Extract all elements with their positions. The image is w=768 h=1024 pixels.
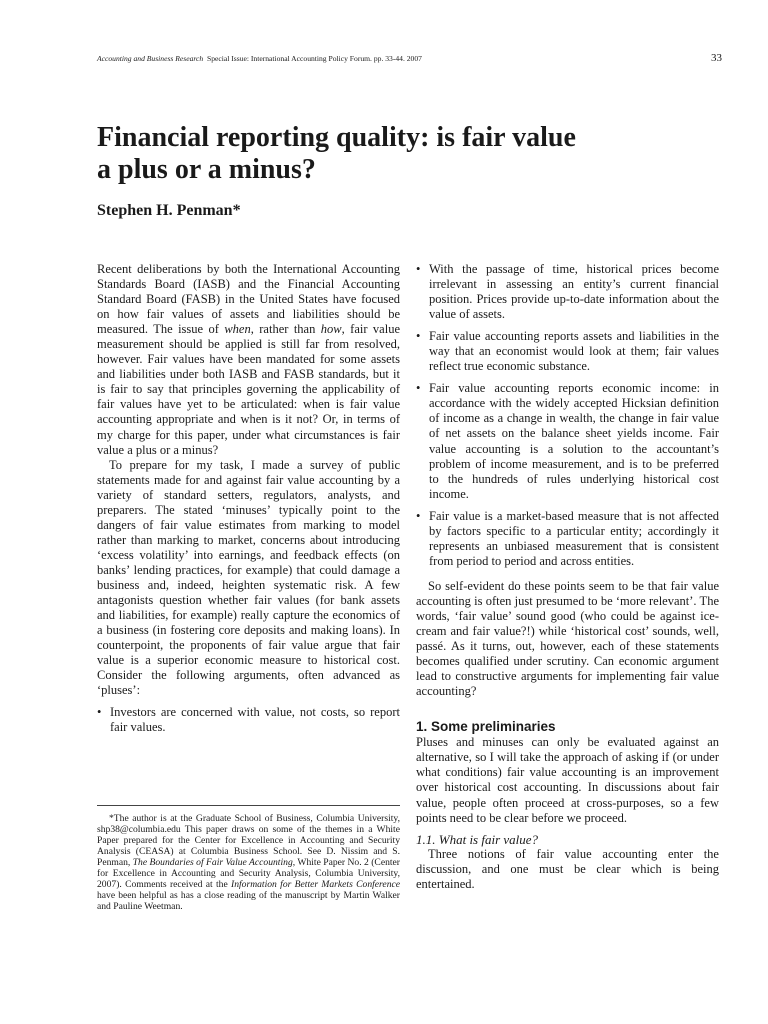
intro-text-2: , rather than bbox=[250, 322, 321, 337]
bullet-item-economic-income bbox=[416, 381, 719, 501]
paper-title bbox=[97, 122, 737, 186]
bullet-text: Fair value is a market-based measure that is not affected by factors specific to a particular entity; accordingly it represents an unbiased measurement that is consistent from period to period and across entities. bbox=[429, 508, 719, 568]
bullet-text: With the passage of time, historical prices become irrelevant in assessing an entity’s current financial position. Prices provide up-to-date information about the value of assets. bbox=[429, 262, 719, 322]
footnote-text-1: *The author is at the Graduate School of Business, Columbia University, shp38@columbia.edu This paper draws on some of the themes in a White Paper prepared for the Center for Excellence in Accounting and Security Analysis (CEASA) at Columbia Business School. See D. Nissim and S. Penman, bbox=[97, 813, 400, 868]
bullet-item-passage-of-time bbox=[416, 262, 719, 322]
bullet-text: Fair value accounting reports economic income: in accordance with the widely accepted Hicksian definition of income as a change in wealth, the change in fair value of net assets on the balance sheet yields income. Fair value accounting is a solution to the accountant’s problem of income measurement, and is to be preferred to the hundreds of rules underlying historical cost income. bbox=[429, 381, 719, 501]
intro-emphasis-when: when bbox=[224, 322, 251, 337]
self-evident-paragraph: So self-evident do these points seem to be that fair value accounting is often just presumed to be ‘more relevant’. The words, ‘fair value’ sound good (who could be against ice-cream and fair value?!) while ‘historical cost’ sounds, well, passé. As it turns, out, however, each of these statements becomes qualified under scrutiny. Can economic argument lead to constructive arguments for implementing fair value accounting? bbox=[416, 578, 719, 699]
footnote-text-2: , White Paper No. 2 (Center for Excellence in Accounting and Security Analysis, Columbia University, 2007). Comments received at the bbox=[97, 857, 400, 890]
title-line-1: Financial reporting quality: is fair value bbox=[97, 122, 576, 153]
preliminaries-paragraph: Pluses and minuses can only be evaluated against an alternative, so I will take the approach of asking if (or under what conditions) fair value accounting is an improvement over historical cost accounting. In discussions about fair value, people often proceed at cross-purposes, so a few points need to be clear before we proceed. bbox=[416, 735, 719, 825]
page-number: 33 bbox=[711, 52, 722, 64]
intro-paragraph bbox=[97, 262, 400, 458]
bullet-text: Investors are concerned with value, not costs, so report fair values. bbox=[110, 705, 400, 735]
intro-text-1: Recent deliberations by both the International Accounting Standards Board (IASB) and the Financial Accounting Standard Board (FASB) in the United States have focused on how fair values of assets and liabilities should be measured. The issue of bbox=[97, 262, 400, 337]
bullet-symbol: • bbox=[97, 705, 102, 720]
bullet-text: Fair value accounting reports assets and liabilities in the way that an economist would look at them; fair values reflect true economic substance. bbox=[429, 329, 719, 374]
survey-paragraph: To prepare for my task, I made a survey of public statements made for and against fair value accounting by a variety of standard setters, regulators, analysts, and preparers. The stated ‘minuses’ typically point to the dangers of fair value estimates from marking to model rather than marking to market, concerns about introducing ‘excess volatility’ into earnings, and feedback effects (on banks’ lending practices, for example) that could damage a business and, indeed, heighten systematic risk. A few antagonists question whether fair values (for bank assets and liabilities, for example) really capture the economics of a business (in fostering core deposits and making loans). In counterpoint, the proponents of fair value argue that fair value is a superior economic measure to historical cost. Consider the following arguments, often advanced as ‘pluses’: bbox=[97, 457, 400, 698]
intro-emphasis-how: how bbox=[320, 322, 342, 337]
intro-text-3: , fair value measurement should be applied is still far from resolved, however. Fair values have been mandated for some assets and liabilities under both IASB and FASB standards, but it is fair to say that principles governing the applicability of fair values have yet to be articulated: when is fair value accounting appropriate and when is it not? Or, in terms of my charge for this paper, under what circumstances is fair value a plus or a minus? bbox=[97, 322, 401, 457]
bullet-symbol: • bbox=[416, 381, 421, 396]
title-line-2: a plus or a minus? bbox=[97, 154, 316, 185]
running-header bbox=[97, 52, 722, 68]
bullet-item-market-based bbox=[416, 509, 719, 569]
bullet-item-investors bbox=[97, 705, 400, 735]
journal-name: Accounting and Business Research bbox=[97, 54, 204, 63]
footnote-emphasis-paper-title: The Boundaries of Fair Value Accounting bbox=[132, 857, 293, 868]
left-column bbox=[97, 262, 400, 742]
right-column bbox=[416, 262, 719, 892]
subsection-heading: 1.1. What is fair value? bbox=[416, 831, 539, 847]
section-heading: 1. Some preliminaries bbox=[416, 719, 556, 735]
author-name: Stephen H. Penman* bbox=[97, 202, 241, 219]
fair-value-notions-paragraph: Three notions of fair value accounting enter the discussion, and one must be clear which is being entertained. bbox=[416, 846, 719, 891]
bullet-symbol: • bbox=[416, 262, 421, 276]
journal-citation bbox=[97, 54, 422, 63]
bullet-item-economist-view bbox=[416, 329, 719, 374]
footnote-emphasis-conference: Information for Better Markets Conference bbox=[231, 879, 401, 890]
issue-info: Special Issue: International Accounting Policy Forum. pp. 33-44. 2007 bbox=[207, 54, 422, 63]
footnote-divider bbox=[97, 805, 400, 806]
bullet-symbol: • bbox=[416, 508, 421, 523]
bullet-symbol: • bbox=[416, 329, 421, 344]
footnote-text-3: have been helpful as has a close reading of the manuscript by Martin Walker and Pauline Weetman. bbox=[97, 890, 400, 912]
author-footnote bbox=[97, 813, 400, 912]
